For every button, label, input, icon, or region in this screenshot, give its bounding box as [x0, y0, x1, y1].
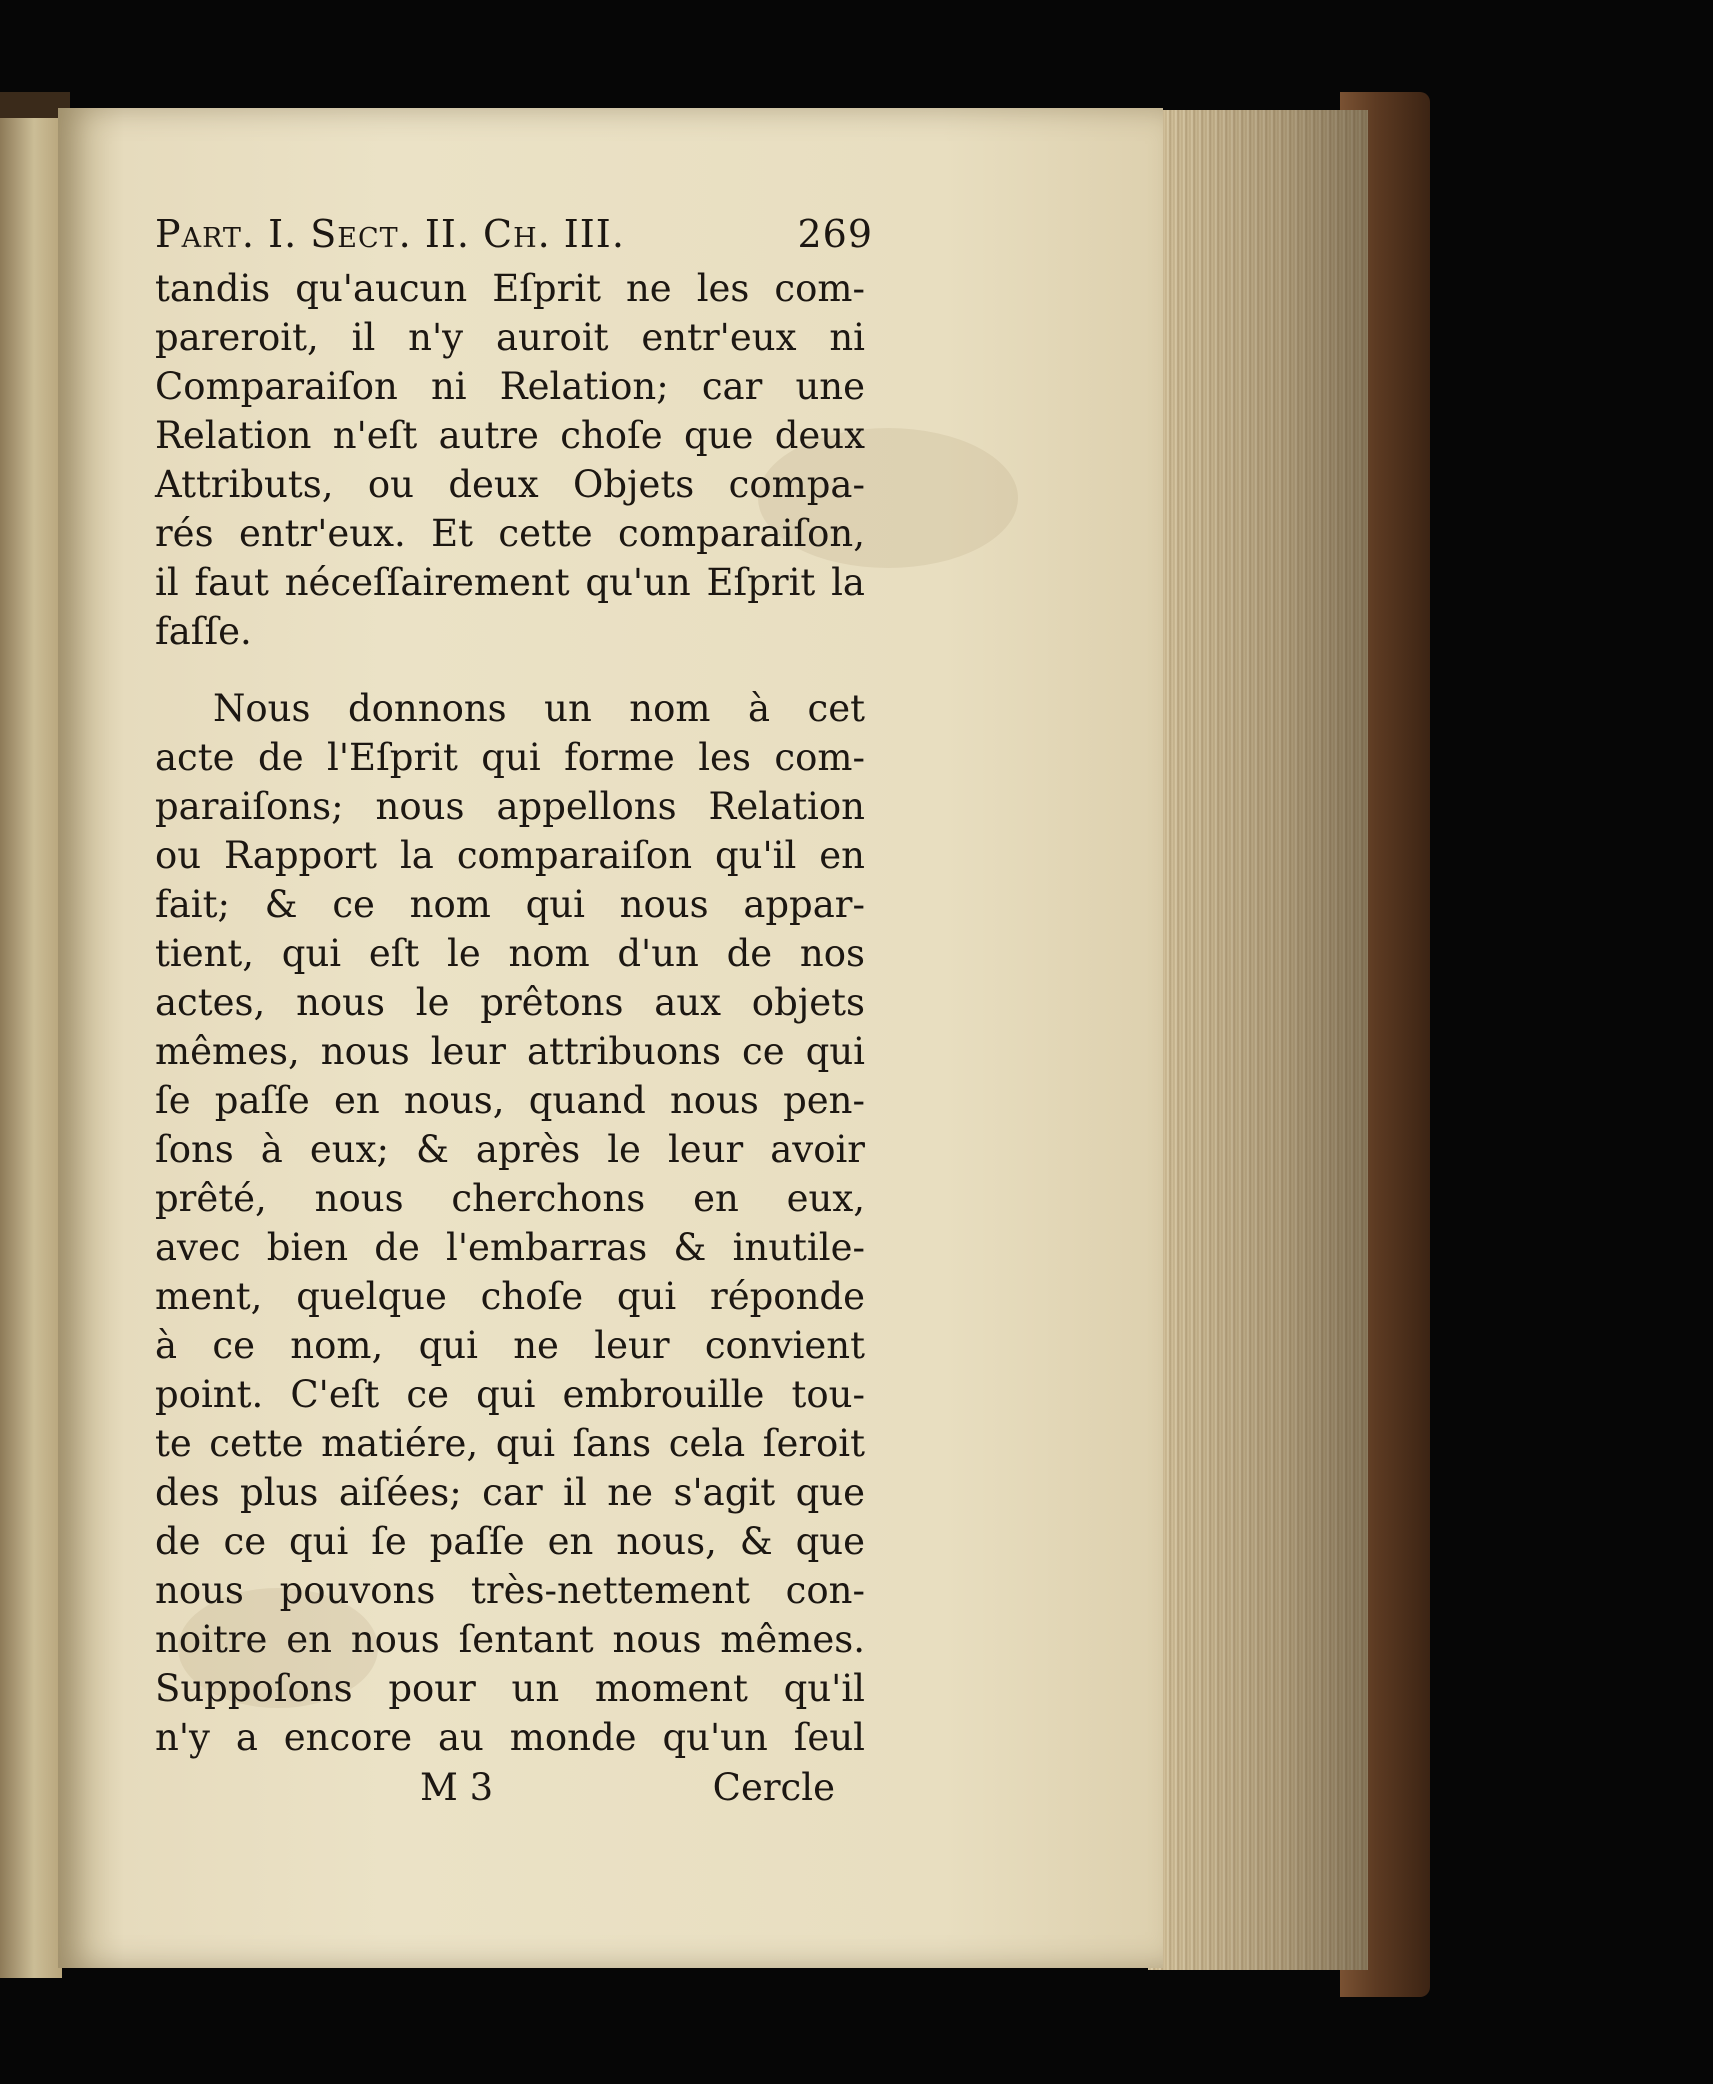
text-line: de ce qui ſe paſſe en nous, & que	[155, 1520, 865, 1563]
text-line: faſſe.	[155, 610, 252, 653]
text-line: rés entr'eux. Et cette comparaiſon,	[155, 512, 865, 555]
catchword: Cercle	[712, 1766, 835, 1809]
text-line: tandis qu'aucun Eſprit ne les com-	[155, 267, 865, 310]
page-header	[155, 212, 873, 264]
paragraph-gap	[155, 656, 865, 684]
text-line: pareroit, il n'y auroit entr'eux ni	[155, 316, 865, 359]
text-line: nous pouvons très-nettement con-	[155, 1569, 865, 1612]
text-line: Relation n'eſt autre choſe que deux	[155, 414, 865, 457]
page-text-block	[155, 212, 873, 1818]
page-footer	[155, 1766, 865, 1818]
text-line: prêté, nous cherchons en eux,	[155, 1177, 865, 1220]
text-line: Attributs, ou deux Objets compa-	[155, 463, 865, 506]
text-line: n'y a encore au monde qu'un ſeul	[155, 1716, 865, 1759]
text-line: noitre en nous ſentant nous mêmes.	[155, 1618, 865, 1661]
text-line: mêmes, nous leur attribuons ce qui	[155, 1030, 865, 1073]
text-line: avec bien de l'embarras & inutile-	[155, 1226, 865, 1269]
text-line: Suppoſons pour un moment qu'il	[155, 1667, 865, 1710]
text-line: ou Rapport la comparaiſon qu'il en	[155, 834, 865, 877]
paragraph-2	[155, 684, 865, 1762]
text-line: ment, quelque choſe qui réponde	[155, 1275, 865, 1318]
text-line: fait; & ce nom qui nous appar-	[155, 883, 865, 926]
text-line: actes, nous le prêtons aux objets	[155, 981, 865, 1024]
text-line: point. C'eſt ce qui embrouille tou-	[155, 1373, 865, 1416]
running-title: Part. I. Sect. II. Ch. III.	[155, 212, 625, 256]
text-line: à ce nom, qui ne leur convient	[155, 1324, 865, 1367]
page-number: 269	[797, 212, 873, 256]
signature-mark: M 3	[420, 1766, 494, 1809]
previous-page-edge	[0, 118, 62, 1978]
text-line: acte de l'Eſprit qui forme les com-	[155, 736, 865, 779]
text-line: tient, qui eſt le nom d'un de nos	[155, 932, 865, 975]
text-line: des plus aiſées; car il ne s'agit que	[155, 1471, 865, 1514]
text-line: ſons à eux; & après le leur avoir	[155, 1128, 865, 1171]
text-line: te cette matiére, qui ſans cela ſeroit	[155, 1422, 865, 1465]
text-line: paraiſons; nous appellons Relation	[155, 785, 865, 828]
fore-edge-shadow	[1148, 110, 1368, 1970]
text-line: Comparaiſon ni Relation; car une	[155, 365, 865, 408]
text-line: ſe paſſe en nous, quand nous pen-	[155, 1079, 865, 1122]
text-line: il faut néceſſairement qu'un Eſprit la	[155, 561, 865, 604]
paragraph-1	[155, 264, 865, 656]
text-line: Nous donnons un nom à cet	[213, 687, 865, 730]
